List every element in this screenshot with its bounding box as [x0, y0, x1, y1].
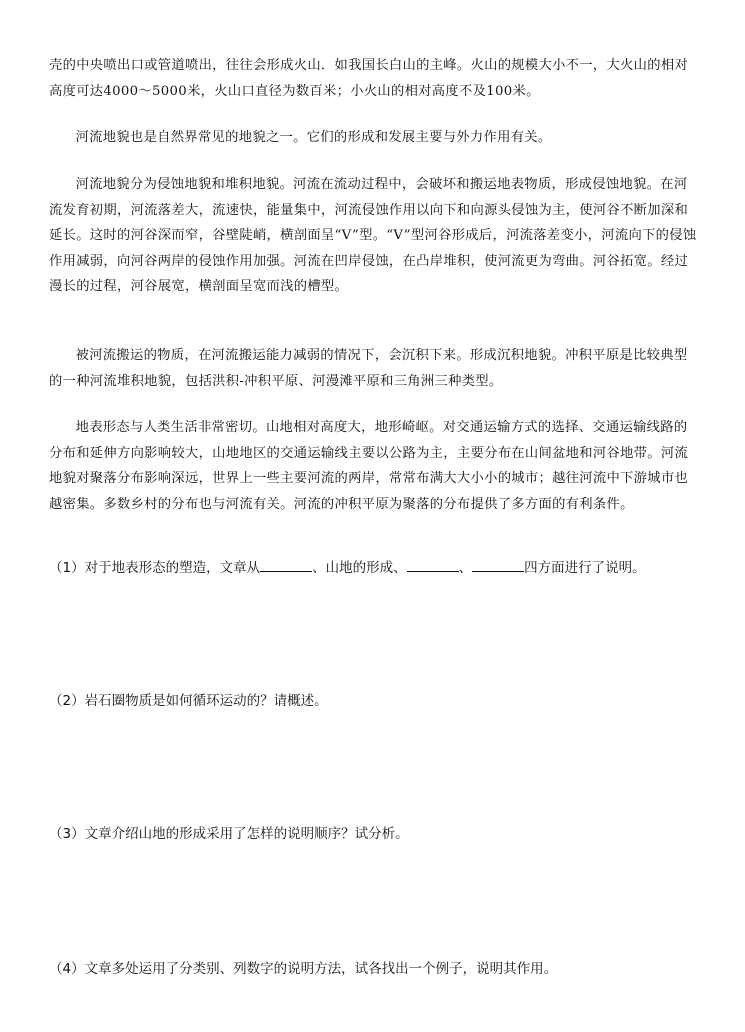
question-4: （4）文章多处运用了分类别、列数字的说明方法，试各找出一个例子，说明其作用。: [49, 961, 558, 977]
paragraph-deposition-landform: 被河流搬运的物质，在河流搬运能力减弱的情况下，会沉积下来。形成沉积地貌。冲积平原是比较典型的一种河流堆积地貌，包括洪积-冲积平原、河漫滩平原和三角洲三种类型。: [49, 348, 688, 389]
paragraph-volcano: 壳的中央喷出口或管道喷出，往往会形成火山．如我国长白山的主峰。火山的规模大小不一，大火山的相对高度可达4000～5000米，火山口直径为数百米；小火山的相对高度不及100米。: [49, 58, 689, 99]
paragraph-river-landform-intro: 河流地貌也是自然界常见的地貌之一。它们的形成和发展主要与外力作用有关。: [75, 130, 552, 145]
paragraph-erosion-landform: 河流地貌分为侵蚀地貌和堆积地貌。河流在流动过程中，会破坏和搬运地表物质，形成侵蚀地貌。在河流发育初期，河流落差大，流速快，能量集中，河流侵蚀作用以向下和向源头侵蚀为主，使河谷不断加深和延长。这时的河谷深而窄，谷壁陡峭，横剖面呈“V”型。“V”型河谷形成后，河流落差变小，河流向下的侵蚀作用减弱，向河谷两岸的侵蚀作用加强。河流在凹岸侵蚀，在凸岸堆积，使河流更为弯曲。河谷拓宽。经过漫长的过程，河谷展宽，横剖面呈宽而浅的槽型。: [49, 177, 697, 294]
question-1-text-a: （1）对于地表形态的塑造，文章从: [49, 560, 261, 576]
question-1-text-b: 、山地的形成、: [312, 560, 407, 576]
answer-blank-1[interactable]: [260, 557, 312, 572]
question-2: （2）岩石圈物质是如何循环运动的？请概述。: [49, 693, 328, 709]
question-1: [49, 557, 709, 579]
question-1-text-c: 、: [458, 560, 473, 576]
question-3: （3）文章介绍山地的形成采用了怎样的说明顺序？试分析。: [49, 826, 409, 842]
paragraph-human-life: 地表形态与人类生活非常密切。山地相对高度大，地形崎岖。对交通运输方式的选择、交通运输线路的分布和延伸方向影响较大，山地地区的交通运输线主要以公路为主，主要分布在山间盆地和河谷地带。河流地貌对聚落分布影响深远，世界上一些主要河流的两岸，常常布满大大小小的城市；越往河流中下游城市也越密集。多数乡村的分布也与河流有关。河流的冲积平原为聚落的分布提供了多方面的有利条件。: [49, 420, 689, 512]
question-1-text-d: 四方面进行了说明。: [524, 560, 646, 576]
answer-blank-2[interactable]: [407, 557, 459, 572]
answer-blank-3[interactable]: [472, 557, 524, 572]
